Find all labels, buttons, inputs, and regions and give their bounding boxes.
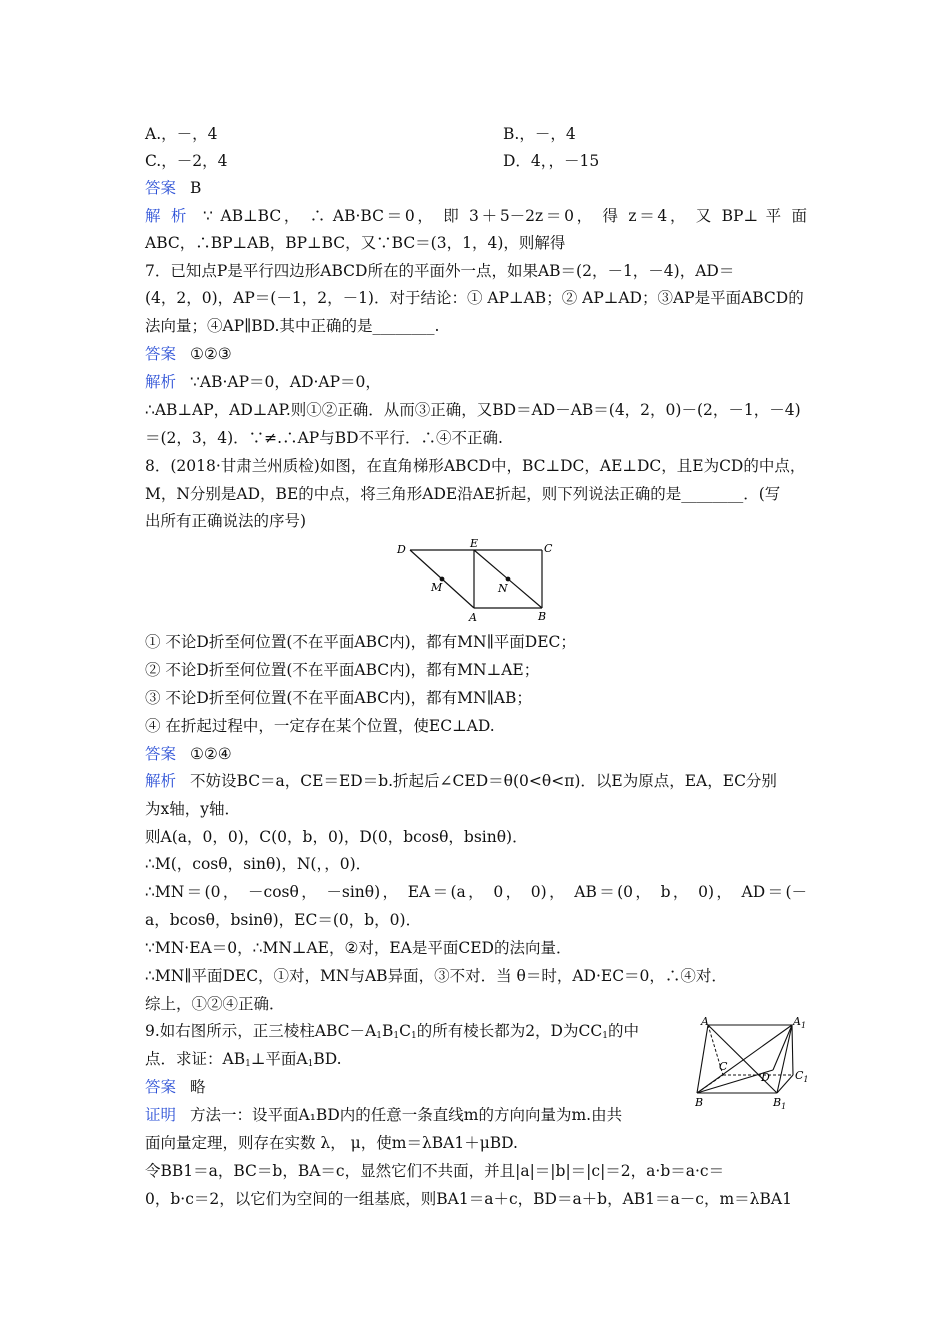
q7-answer-line [145,344,232,364]
q9-proof-line-3: 令BB1＝a，BC＝b，BA＝c，显然它们不共面，并且|a|＝|b|＝|c|＝2，a·b＝a·c＝ [145,1162,725,1180]
q9-subscript: 1 [245,1059,251,1069]
q8-analysis-line-9: 综上，①②④正确． [145,995,285,1013]
analysis-label: 解 析 [145,207,190,225]
label-a1-sub: 1 [800,1021,807,1030]
analysis-label: 解析 [145,373,177,391]
answer-label: 答案 [145,179,177,197]
q8-stem-line-2: M，N分别是AD，BE的中点，将三角形ADE沿AE折起，则下列说法正确的是________．(写 [145,485,781,503]
answer-value: 略 [190,1078,206,1096]
q8-stem-line-1: 8．(2018·甘肃兰州质检)如图，在直角梯形ABCD中，BC⊥DC，AE⊥DC，且E为CD的中点， [145,457,806,475]
q8-analysis-line-4: ∴M(，cosθ，sinθ)，N(，，0)． [145,855,372,873]
answer-label: 答案 [145,1078,177,1096]
q9-text: 点．求证：AB [145,1050,246,1068]
label-b: B [538,610,547,623]
prism-figure [695,1013,815,1115]
q7-analysis-line-2: ∴AB⊥AP，AD⊥AP.则①②正确．从而③正确，又BD＝AD－AB＝(4，2，0)－(2，－1，－4) [145,401,801,419]
label-b: B [695,1096,704,1109]
statement-4: ④ 在折起过程中，一定存在某个位置，使EC⊥AD. [145,717,495,735]
analysis-label: 解析 [145,772,177,790]
q8-analysis-line-8: ∴MN∥平面DEC，①对，MN与AB异面，③不对．当 θ＝时，AD·EC＝0，∴④对． [145,967,727,985]
q6-analysis-line-1 [145,206,807,226]
q9-subscript: 1 [307,1059,314,1069]
q8-analysis-line-3: 则A(a，0，0)，C(0，b，0)，D(0，bcosθ，bsinθ)． [145,828,528,846]
label-b1-sub: 1 [781,1102,787,1111]
answer-value: B [190,179,202,197]
label-c1-letter: C [795,1069,804,1082]
label-b1-letter: B [773,1096,782,1109]
q9-text: C [399,1022,411,1040]
q7-stem-line-2: (4，2，0)，AP＝(－1，2，－1)．对于结论：① AP⊥AB；② AP⊥AD；③AP是平面ABCD的 [145,289,804,307]
label-c: C [719,1060,728,1073]
q7-analysis-line-1 [145,372,381,392]
option-d: D．4，，－15 [503,152,600,170]
answer-value: ①②③ [190,345,232,363]
label-a1 [792,1015,806,1030]
q9-stem-line-2 [145,1049,342,1074]
label-a1-letter: A [793,1015,801,1028]
q9-text: 的所有棱长都为2，D为CC [416,1022,603,1040]
option-a: A.，－，4 [145,125,218,143]
analysis-text: ∵ AB⊥BC， ∴ AB·BC＝0， 即 3＋5－2z＝0， 得 z＝4， 又 BP⊥ 平 面 [203,207,807,225]
statement-2: ② 不论D折至何位置(不在平面ABC内)，都有MN⊥AE； [145,661,540,679]
q9-subscript: 1 [376,1031,382,1041]
q9-text: BD. [313,1050,342,1068]
label-c1 [795,1069,809,1084]
trapezoid-figure [392,538,562,626]
q8-answer-line [145,744,232,764]
q6-answer-line [145,178,201,198]
answer-label: 答案 [145,345,177,363]
proof-label: 证明 [145,1106,177,1124]
q8-analysis-line-5: ∴MN＝(0， －cosθ， －sinθ)， EA＝(a， 0， 0)， AB＝(0， b， 0)， AD＝(－ [145,883,807,901]
q6-analysis-line-2: ABC，∴BP⊥AB，BP⊥BC，又∵BC＝(3，1，4)，则解得 [145,234,566,252]
analysis-text: ∵AB·AP＝0，AD·AP＝0， [190,373,381,391]
q7-stem-line-3: 法向量；④AP∥BD.其中正确的是________. [145,317,440,335]
q8-analysis-line-1 [145,771,777,791]
label-a: A [469,611,477,624]
edge-a-b [697,1025,708,1093]
label-d: D [761,1071,770,1084]
q9-text: 9.如右图所示，正三棱柱ABC－A [145,1022,377,1040]
point-n [506,577,511,582]
q7-stem-line-1: 7．已知点P是平行四边形ABCD所在的平面外一点，如果AB＝(2，－1，－4)，AD＝ [145,262,735,280]
q9-proof-line-2: 面向量定理，则存在实数 λ， μ，使m＝λBA1＋μBD. [145,1134,518,1152]
q9-proof-line-4: 0，b·c＝2，以它们为空间的一组基底，则BA1＝a＋c，BD＝a＋b，AB1＝a－c，m＝λBA1 [145,1190,792,1208]
q8-analysis-line-6: a，bcosθ，bsinθ)，EC＝(0，b，0)． [145,911,422,929]
edge-a1-b1 [777,1025,792,1093]
q8-stem-line-3: 出所有正确说法的序号) [145,512,307,530]
q9-stem-line-1 [145,1021,639,1046]
proof-text: 方法一：设平面A₁BD内的任意一条直线m的方向向量为m.由共 [190,1106,623,1124]
answer-value: ①②④ [190,745,232,763]
label-d: D [397,543,406,556]
q9-text: B [381,1022,394,1040]
label-e: E [470,538,479,550]
q8-analysis-line-2: 为x轴，y轴． [145,800,240,818]
q9-text: ⊥平面A [250,1050,308,1068]
answer-label: 答案 [145,745,177,763]
analysis-text: 不妨设BC＝a，CE＝ED＝b.折起后∠CED＝θ(0<θ<π)．以E为原点，EA，EC分别 [190,772,777,790]
q9-answer-line [145,1077,206,1097]
q9-subscript: 1 [393,1031,400,1041]
label-n: N [498,582,508,595]
label-a: A [701,1015,709,1028]
label-b1 [772,1096,786,1111]
option-b: B.，－，4 [503,125,576,143]
statement-3: ③ 不论D折至何位置(不在平面ABC内)，都有MN∥AB； [145,689,532,707]
label-c1-sub: 1 [803,1075,809,1084]
q9-proof-line-1 [145,1105,622,1125]
q8-analysis-line-7: ∵MN·EA＝0，∴MN⊥AE，②对，EA是平面CED的法向量． [145,939,572,957]
statement-1: ① 不论D折至何位置(不在平面ABC内)，都有MN∥平面DEC； [145,633,576,651]
option-c: C.，－2，4 [145,152,228,170]
q9-text: 的中 [607,1022,639,1040]
label-c: C [544,542,553,555]
edge-a1-c1 [792,1025,793,1075]
label-m: M [431,581,443,594]
q9-subscript: 1 [602,1031,608,1041]
q7-analysis-line-3: ＝(2，3，4)．∵≠.∴AP与BD不平行．∴④不正确. [145,429,503,447]
q9-subscript: 1 [410,1031,417,1041]
